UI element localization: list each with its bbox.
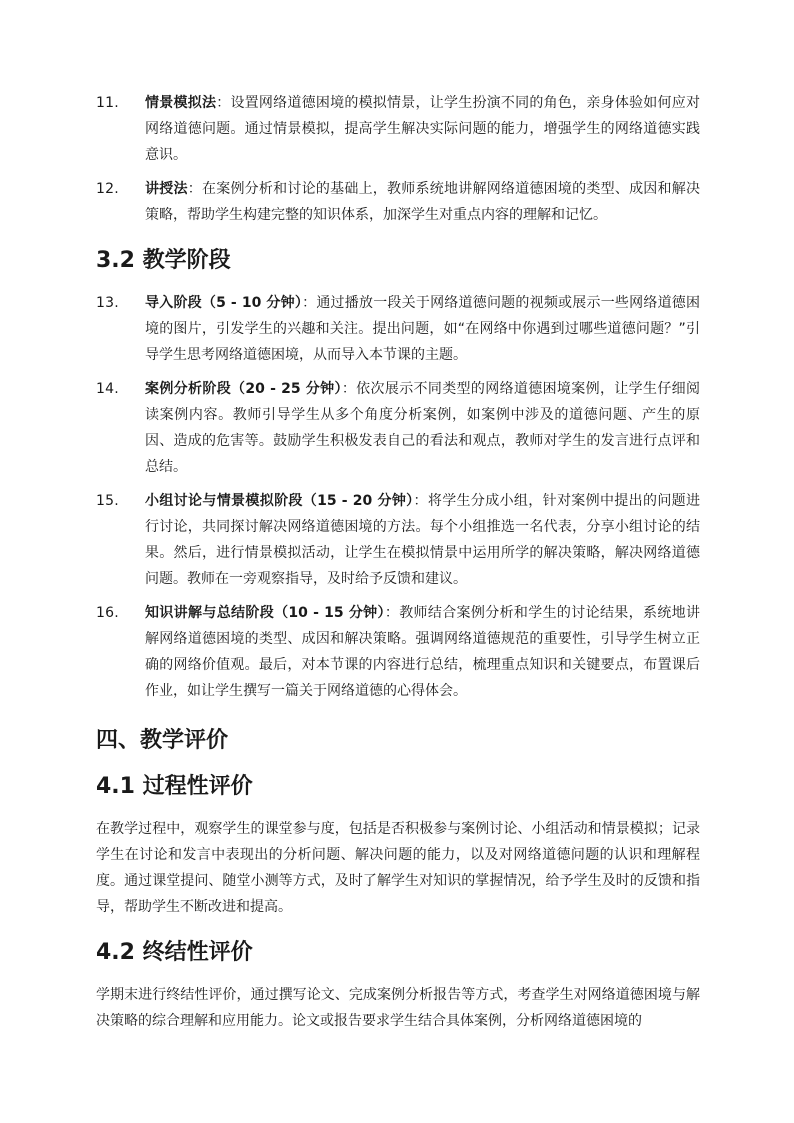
list-item — [96, 488, 700, 592]
list-number: 12. — [96, 181, 119, 197]
list-body — [145, 176, 700, 228]
list-term: 知识讲解与总结阶段（10 - 15 分钟） — [145, 605, 385, 621]
list-text: 设置网络道德困境的模拟情景，让学生扮演不同的角色，亲身体验如何应对网络道德问题。通过情景模拟，提高学生解决实际问题的能力，增强学生的网络道德实践意识。 — [145, 95, 701, 163]
list-item — [96, 176, 700, 228]
list-text: 将学生分成小组，针对案例中提出的问题进行讨论，共同探讨解决网络道德困境的方法。每个小组推选一名代表，分享小组讨论的结果。然后，进行情景模拟活动，让学生在模拟情景中运用所学的解决策略，解决网络道德问题。教师在一旁观察指导，及时给予反馈和建议。 — [145, 493, 701, 587]
chapter-heading-4: 四、教学评价 — [96, 728, 229, 753]
spacer — [96, 236, 700, 246]
section-body-4-2: 学期末进行终结性评价，通过撰写论文、完成案例分析报告等方式，考查学生对网络道德困境与解决策略的综合理解和应用能力。论文或报告要求学生结合具体案例，分析网络道德困境的 — [96, 987, 700, 1029]
section-heading-4-2: 4.2 终结性评价 — [96, 940, 253, 965]
list-term: 讲授法 — [145, 181, 188, 197]
list-number: 15. — [96, 493, 119, 509]
spacer — [96, 712, 700, 726]
list-number: 16. — [96, 605, 119, 621]
list-item — [96, 600, 700, 704]
list-text: 教师结合案例分析和学生的讨论结果，系统地讲解网络道德困境的类型、成因和解决策略。强调网络道德规范的重要性，引导学生树立正确的网络价值观。最后，对本节课的内容进行总结，梳理重点知识和关键要点，布置课后作业，如让学生撰写一篇关于网络道德的心得体会。 — [145, 605, 700, 699]
list-number: 14. — [96, 381, 119, 397]
list-text: 通过播放一段关于网络道德问题的视频或展示一些网络道德困境的图片，引发学生的兴趣和关注。提出问题，如“在网络中你遇到过哪些道德问题？”引导学生思考网络道德困境，从而导入本节课的主题。 — [145, 295, 701, 363]
document-page — [96, 90, 700, 1052]
list-item — [96, 90, 700, 168]
list-term: 案例分析阶段（20 - 25 分钟） — [145, 381, 342, 397]
list-separator: ： — [216, 95, 231, 111]
list-item — [96, 376, 700, 480]
list-text: 依次展示不同类型的网络道德困境案例，让学生仔细阅读案例内容。教师引导学生从多个角度分析案例，如案例中涉及的道德问题、产生的原因、造成的危害等。鼓励学生积极发表自己的看法和观点，教师对学生的发言进行点评和总结。 — [145, 381, 700, 475]
list-item — [96, 290, 700, 368]
list-term: 小组讨论与情景模拟阶段（15 - 20 分钟） — [145, 493, 414, 509]
list-body — [145, 488, 700, 592]
list-separator: ： — [413, 493, 428, 509]
list-body — [145, 376, 700, 480]
list-separator: ： — [302, 295, 317, 311]
list-body — [145, 600, 700, 704]
list-separator: ： — [187, 181, 202, 197]
list-term: 情景模拟法 — [145, 95, 217, 111]
list-body — [145, 90, 700, 168]
list-text: 在案例分析和讨论的基础上，教师系统地讲解网络道德困境的类型、成因和解决策略，帮助学生构建完整的知识体系，加深学生对重点内容的理解和记忆。 — [145, 181, 701, 223]
list-separator: ： — [384, 605, 400, 621]
list-body — [145, 290, 700, 368]
section-heading-3-2: 3.2 教学阶段 — [96, 248, 231, 273]
list-separator: ： — [341, 381, 357, 397]
list-number: 11. — [96, 95, 119, 111]
list-number: 13. — [96, 295, 119, 311]
section-body-4-1: 在教学过程中，观察学生的课堂参与度，包括是否积极参与案例讨论、小组活动和情景模拟；记录学生在讨论和发言中表现出的分析问题、解决问题的能力，以及对网络道德问题的认识和理解程度。通过课堂提问、随堂小测等方式，及时了解学生对知识的掌握情况，给予学生及时的反馈和指导，帮助学生不断改进和提高。 — [96, 821, 700, 915]
section-heading-4-1: 4.1 过程性评价 — [96, 774, 253, 799]
list-term: 导入阶段（5 - 10 分钟） — [145, 295, 303, 311]
